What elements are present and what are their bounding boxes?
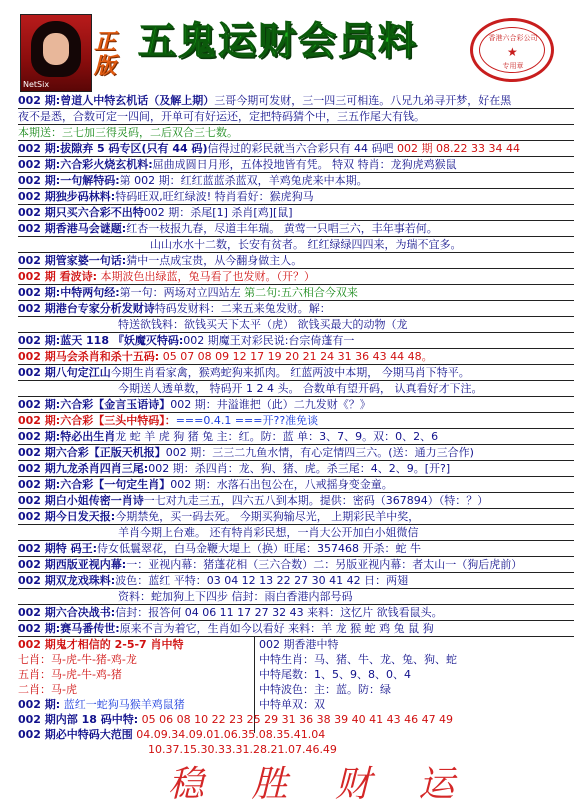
row-segment: 信得过的彩民就当六合彩只有 44 码吧 — [207, 142, 394, 155]
row-segment: 10.37.15.30.33.31.28.21.07.46.49 — [148, 743, 337, 756]
row-segment: 西版亚视内幕: — [55, 558, 127, 571]
row-segment: 一七对九走三五，四六五八到本期。提供：密码（367894）（特：？） — [143, 494, 489, 507]
row-list — [18, 93, 574, 636]
row-segment: 第 002 期：红红蓝蓝杀蓝双，羊鸡兔虎来中本期。 — [119, 174, 368, 187]
content-row — [18, 316, 574, 332]
row-segment: 特码旺双,旺红绿波! 特肖看好：猴虎狗马 — [115, 190, 314, 203]
row-segment: 港台专家分析发财诗 — [55, 302, 155, 315]
row-segment: 二肖：马-虎 — [18, 683, 77, 696]
row-segment: 002 期: — [18, 94, 61, 107]
content-row — [18, 252, 574, 268]
row-segment: 002 期 — [18, 446, 56, 459]
row-segment: 三哥今期可发财，三一四三可相连。八兄九弟寻开梦，好在黑 — [214, 94, 512, 107]
left-column-row — [18, 682, 258, 697]
row-segment: 香港马会谜题: — [55, 222, 127, 235]
row-segment: 曾道人中特玄机话（及解上期） — [60, 94, 215, 107]
star-icon: ★ — [507, 45, 518, 59]
left-column-row — [18, 697, 258, 712]
row-segment: 今期生肖看家禽，猴鸡蛇狗来抓肉。 红蓝两波中本期， 今期马肖下特平。 — [110, 366, 470, 379]
content-row — [18, 476, 574, 492]
content-row — [18, 492, 574, 508]
row-segment: 中特两句经: — [60, 286, 120, 299]
content-row — [18, 556, 574, 572]
row-segment: 九龙杀肖四肖三尾: — [55, 462, 149, 475]
content-row — [18, 364, 574, 380]
row-segment: 特必出生肖 — [60, 430, 116, 443]
row-segment: 002 期 — [18, 206, 56, 219]
row-segment: ===0.4.1 ===开??准免谈 — [175, 414, 319, 427]
left-column-row — [18, 667, 258, 682]
row-segment: 今期送人透单数， 特码开 1 2 4 头。 合数单有望开码， 认真看好才下注。 — [118, 382, 483, 395]
content-row — [18, 444, 574, 460]
content-row — [18, 172, 574, 188]
content-area — [18, 93, 574, 756]
row-segment: 特送欲钱料：欲钱买天下太平（虎） 欲钱买最大的动物（龙 — [118, 318, 408, 331]
row-segment: 红杏一枝报九春，尽道丰年瑞。 黄莺一只唱三六，丰年事若何。 — [126, 222, 438, 235]
row-segment: 002 期: — [18, 430, 61, 443]
content-row — [18, 140, 574, 156]
row-segment: 002 期：杀四肖：龙、狗、猪、虎。杀三尾：4、2、9。[开?] — [148, 462, 451, 475]
row-segment: 管家婆一句话: — [55, 254, 127, 267]
content-row — [18, 604, 574, 620]
row-segment: 002 期 — [18, 558, 56, 571]
row-segment: 夜不是悉，合数可定一四间，开单可有好运还，定把特码猜个中，三五作尾大有钱。 — [18, 110, 425, 123]
row-segment: 002 期 — [18, 222, 56, 235]
content-row — [18, 620, 574, 636]
row-segment: 002 期: — [18, 142, 61, 155]
row-segment: 002 期: — [18, 622, 61, 635]
content-row — [18, 508, 574, 524]
left-column-row — [18, 652, 258, 667]
row-segment: 中特波色：主：蓝。防：绿 — [259, 683, 391, 696]
row-segment: 一：亚视内幕：猪蓬花相（三六合数）二：另版亚视内幕：者太山一（狗后虎前） — [126, 558, 523, 571]
row-segment: 002 期: — [18, 398, 61, 411]
row-segment: 六合彩火烧玄机料: — [60, 158, 153, 171]
row-segment: 龙 蛇 羊 虎 狗 猪 兔 主：红。防：蓝 单：3、7、9。双：0、2、6 — [115, 430, 439, 443]
tag-top: 正 — [94, 29, 117, 55]
row-segment: 002 期: — [18, 174, 61, 187]
row-segment: 第二句:五六相合今双来 — [244, 286, 358, 299]
row-segment: 山山水水十二数，长安有贫者。 红红绿绿四四来，为瑞不宜多。 — [150, 238, 462, 251]
row-segment: 002 期魔王对彩民说:台宗倚蓬有一 — [183, 334, 355, 347]
portrait-photo — [20, 14, 92, 92]
row-segment: 002 期 — [18, 366, 56, 379]
row-segment: 七肖：马-虎-牛-猪-鸡-龙 — [18, 653, 137, 666]
content-row — [18, 220, 574, 236]
official-tag — [94, 30, 130, 90]
row-segment: 六合彩【一句定生肖】 — [60, 478, 171, 491]
content-row — [18, 236, 574, 252]
content-row — [18, 188, 574, 204]
row-segment: 八句定江山 — [55, 366, 111, 379]
row-segment: 002 期 — [18, 254, 56, 267]
row-segment: 侍女低鬟翠花，白马金鞭大堤上（换）旺尾：357468 开杀：蛇 牛 — [97, 542, 422, 555]
row-segment: 002 期马会杀肖和杀十五码: — [18, 350, 160, 363]
right-column-row — [259, 682, 559, 697]
right-column-row — [259, 652, 559, 667]
right-column — [259, 637, 559, 712]
content-row — [18, 93, 574, 108]
page-title: 五鬼运财会员料 — [138, 19, 419, 63]
row-segment: 六合彩【正版天机报】 — [55, 446, 166, 459]
row-segment: 05 06 08 10 22 23 25 29 31 36 38 39 40 41 43 46 47 49 — [138, 713, 454, 726]
left-column-row — [18, 712, 454, 727]
content-row — [18, 412, 574, 428]
right-column-row — [259, 697, 559, 712]
row-segment: 波色：蓝红 平特：03 04 12 13 22 27 30 41 42 日：两翅 — [115, 574, 409, 587]
content-row — [18, 268, 574, 284]
row-segment: 第一句：两场对立四站左 — [119, 286, 245, 299]
row-segment: 002 期：井溢谁把（此）二九发财《？》 — [170, 398, 371, 411]
row-segment: 002 期 08.22 33 34 44 — [393, 142, 521, 155]
left-column-row — [18, 742, 337, 757]
content-row — [18, 396, 574, 412]
row-segment: 002 期 — [18, 510, 56, 523]
content-row — [18, 460, 574, 476]
row-segment: 今期禁免，买一码去死。 今期买狗输尽光， 上期彩民羊中奖， — [115, 510, 420, 523]
row-segment: 独步码林料: — [55, 190, 116, 203]
row-segment: 蓝红一蛇狗马猴羊鸡鼠猪 — [60, 698, 185, 711]
row-segment: 002 期: — [18, 478, 61, 491]
row-segment: 屈曲成圆日月形，五体投地皆有凭。 特双 特肖：龙狗虎鸡猴鼠 — [152, 158, 457, 171]
row-segment: 猜中一点成宝贵，从今翻身做主人。 — [126, 254, 303, 267]
row-segment: 中特尾数：1、5、9、8、0、4 — [259, 668, 411, 681]
footer-slogan: 稳 胜 财 运 — [168, 764, 473, 800]
row-segment: 拔隙弃 5 码专区(只有 44 码) — [60, 142, 208, 155]
row-segment: 002 期 看波诗: — [18, 270, 98, 283]
row-segment: 白小姐传密一肖诗 — [55, 494, 144, 507]
row-segment: 002 期 — [18, 190, 56, 203]
row-segment: 五肖：马-虎-牛-鸡-猪 — [18, 668, 122, 681]
row-segment: 05 07 08 09 12 17 19 20 21 24 31 36 43 44 48。 — [159, 350, 433, 363]
photo-caption: NetSix — [23, 80, 50, 89]
row-segment: 双龙戏珠料: — [55, 574, 116, 587]
content-row — [18, 156, 574, 172]
row-segment: 特 码王: — [55, 542, 98, 555]
content-row — [18, 108, 574, 124]
row-segment: 002 期：杀尾[1] 杀肖[鸡][鼠] — [143, 206, 293, 219]
company-seal — [470, 18, 554, 82]
row-segment: 六合决战书: — [55, 606, 116, 619]
row-segment: 信封：报答何 04 06 11 17 27 32 43 来料：这忆片 欲钱看鼠头。 — [115, 606, 443, 619]
content-row — [18, 428, 574, 444]
row-segment: 002 期 — [18, 542, 56, 555]
content-row — [18, 572, 574, 588]
row-segment: 羊肖今期上台难。 还有特肖彩民想，一肖大公开加白小姐微信 — [118, 526, 419, 539]
left-column-row — [18, 727, 326, 742]
row-segment: 002 期: — [18, 286, 61, 299]
row-segment: 002 期 — [18, 606, 56, 619]
row-segment: 002 期 — [18, 462, 56, 475]
row-segment: 六合彩【三头中特码】： — [60, 414, 176, 427]
row-segment: 002 期 — [18, 574, 56, 587]
content-row — [18, 540, 574, 556]
row-segment: 赛马番传世: — [60, 622, 120, 635]
row-segment: 002 期: — [18, 414, 61, 427]
row-segment: 原来不言为着它，生肖如今以看好 来料：羊 龙 猴 蛇 鸡 兔 鼠 狗 — [119, 622, 434, 635]
row-segment: 002 期必中特码大范围 — [18, 728, 133, 741]
content-row — [18, 204, 574, 220]
row-segment: 中特生肖：马、猪、牛、龙、兔、狗、蛇 — [259, 653, 457, 666]
row-segment: 特码发财料：二来五来兔发财。解： — [154, 302, 331, 315]
row-segment: 中特单双：双 — [259, 698, 325, 711]
seal-text-bottom: 专用章 — [502, 62, 524, 70]
content-row — [18, 332, 574, 348]
content-row — [18, 380, 574, 396]
seal-text-top: 香港六合彩公司 — [488, 34, 538, 42]
row-segment: 六合彩【金言玉语诗】 — [60, 398, 171, 411]
row-segment: 本期波色出绿蓝，兔马看了也发财。（开？） — [97, 270, 316, 283]
portrait-face — [43, 33, 69, 65]
right-column-row — [259, 637, 559, 652]
split-section — [18, 636, 574, 756]
row-segment: 04.09.34.09.01.06.35.08.35.41.04 — [132, 728, 326, 741]
row-segment: 002 期: — [18, 158, 61, 171]
tag-bottom: 版 — [94, 53, 117, 79]
row-segment: 002 期香港中特 — [259, 638, 339, 651]
content-row — [18, 588, 574, 604]
row-segment: 002 期鬼才相信的 2-5-7 肖中特 — [18, 638, 184, 651]
row-segment: 蓝天 118 『妖魔灭特码: — [60, 334, 184, 347]
row-segment: 002 期：水落石出包公在，八戒摇身变金童。 — [170, 478, 393, 491]
content-row — [18, 524, 574, 540]
row-segment: 002 期 — [18, 302, 56, 315]
right-column-row — [259, 667, 559, 682]
row-segment: 资料：蛇加狗上下四步 信封：雨白香港内部号码 — [118, 590, 353, 603]
row-segment: 本期送：三七加三得灵码，二后双合三七数。 — [18, 126, 238, 139]
row-segment: 一句解特码: — [60, 174, 120, 187]
row-segment: 002 期: — [18, 698, 61, 711]
content-row — [18, 348, 574, 364]
left-column-row — [18, 637, 258, 652]
content-row — [18, 284, 574, 300]
row-segment: 002 期：三三二九鱼水情，有心定情四三六。(送：通力三合作) — [165, 446, 474, 459]
row-segment: 只买六合彩不出特 — [55, 206, 144, 219]
row-segment: 002 期内部 18 码中特: — [18, 713, 139, 726]
header — [0, 0, 577, 94]
content-row — [18, 300, 574, 316]
row-segment: 今日发天报: — [55, 510, 116, 523]
content-row — [18, 124, 574, 140]
row-segment: 002 期 — [18, 494, 56, 507]
row-segment: 002 期: — [18, 334, 61, 347]
